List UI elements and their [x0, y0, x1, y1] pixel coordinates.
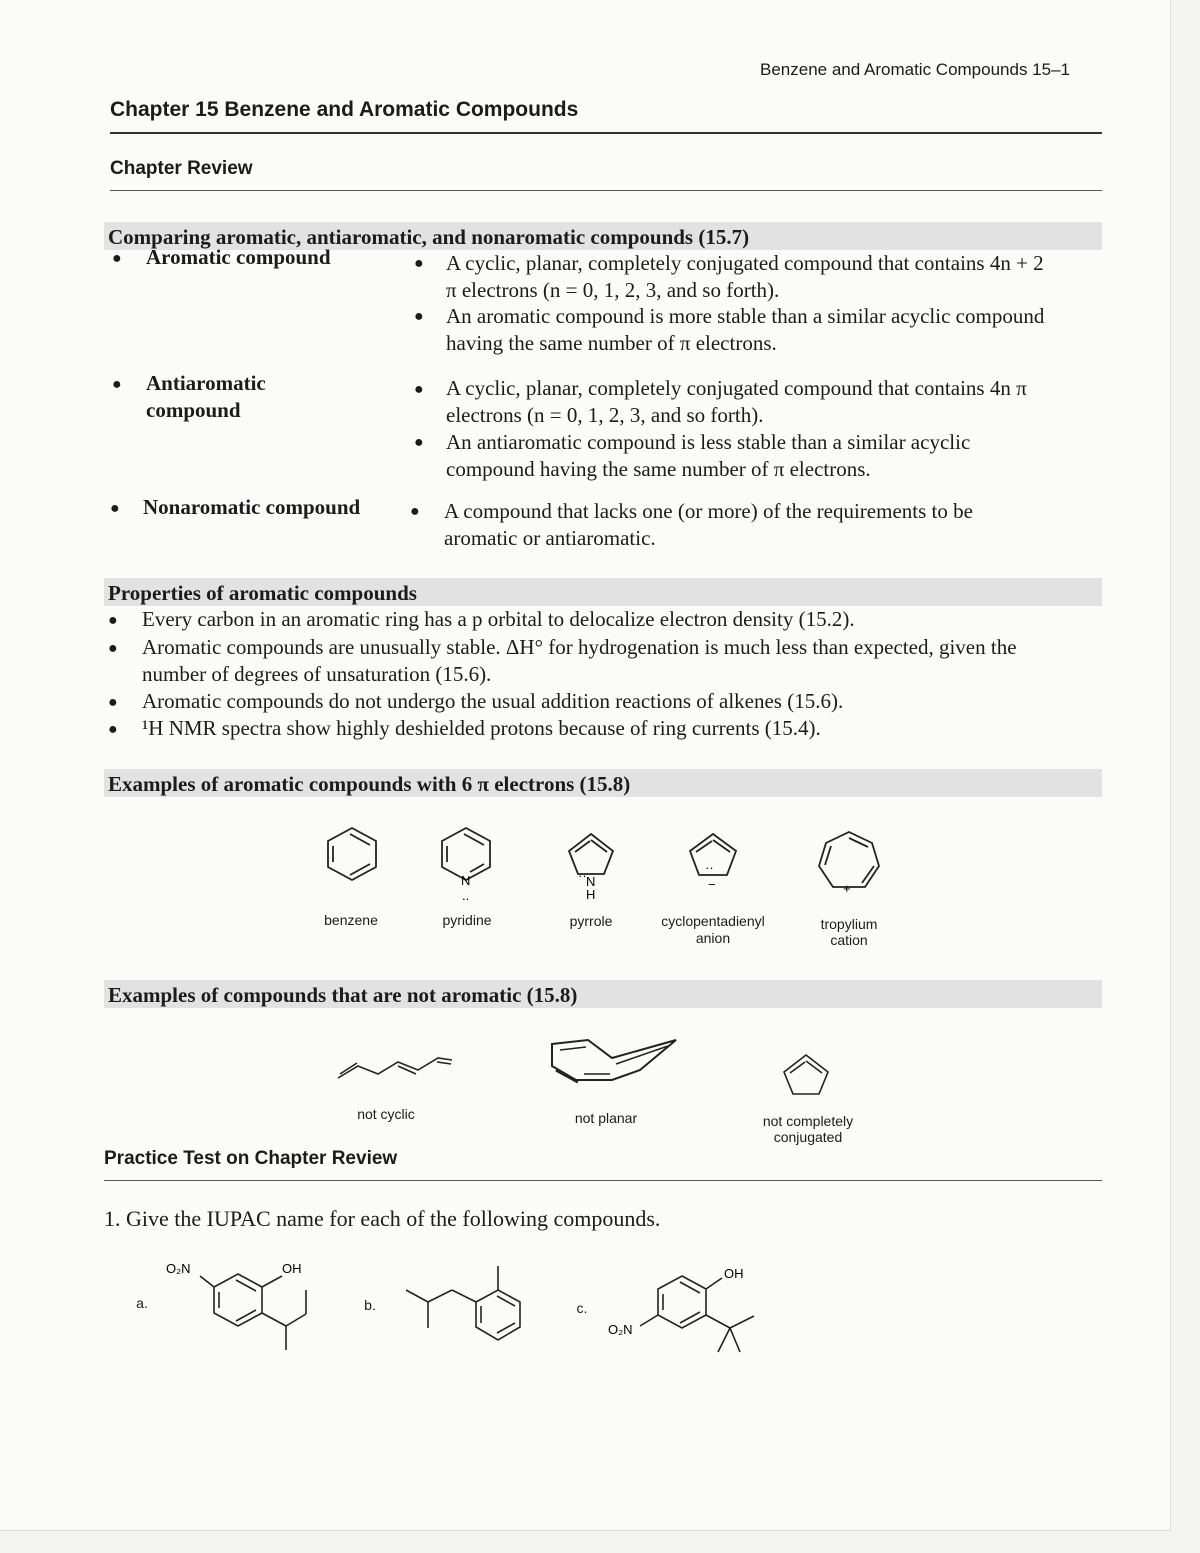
chapter-review-heading: Chapter Review	[110, 158, 253, 179]
conjugated-label: conjugated	[773, 1129, 843, 1145]
pyrrole-n-label: N	[586, 874, 596, 889]
bullet: ●	[112, 250, 122, 267]
pyridine-n-label: N	[461, 873, 471, 888]
antiaromatic-term-1: Antiaromatic	[146, 371, 266, 395]
tropylium-label: tropylium	[820, 916, 878, 932]
compound-a-no2: O₂N	[166, 1261, 191, 1276]
cation-charge: +	[843, 881, 851, 896]
svg-text:··: ··	[578, 868, 587, 883]
cation-label: cation	[830, 932, 868, 948]
compound-a-oh: OH	[282, 1261, 302, 1276]
not-aromatic-heading: Examples of compounds that are not aromatic (15.8)	[104, 980, 1102, 1008]
bullet: ●	[414, 434, 424, 451]
not-completely-label: not completely	[762, 1113, 854, 1129]
compound-b-structure	[406, 1266, 520, 1340]
svg-text:··: ··	[705, 860, 714, 875]
part-b-label: b.	[364, 1297, 376, 1313]
bullet: ●	[110, 500, 120, 517]
part-c-label: c.	[576, 1300, 588, 1316]
property-item: Aromatic compounds do not undergo the usual addition reactions of alkenes (15.6).	[142, 689, 844, 713]
property-item: ¹H NMR spectra show highly deshielded protons because of ring currents (15.4).	[142, 716, 821, 740]
antiaromatic-term-2: compound	[146, 398, 241, 422]
bullet: ●	[414, 381, 424, 398]
antiaromatic-def-1: A cyclic, planar, completely conjugated compound that contains 4n π electrons (n = 0, 1, 2, 3, and so forth).	[446, 376, 1027, 427]
chapter-title: Chapter 15 Benzene and Aromatic Compounds	[110, 98, 579, 121]
antiaromatic-def-2: An antiaromatic compound is less stable than a similar acyclic compound having the same number of π electrons.	[446, 430, 971, 481]
property-item: Aromatic compounds are unusually stable. ΔH° for hydrogenation is much less than expected, given the number of degrees of unsaturation (15.6).	[142, 635, 1017, 686]
bullet: ●	[108, 694, 118, 711]
bullet: ●	[112, 376, 122, 393]
running-head: Benzene and Aromatic Compounds 15–1	[760, 60, 1070, 79]
pyrrole-label: pyrrole	[569, 913, 613, 929]
not-planar-label: not planar	[574, 1110, 638, 1126]
aromatic-examples-heading: Examples of aromatic compounds with 6 π electrons (15.8)	[104, 769, 1102, 797]
pyrrole-h-label: H	[586, 887, 596, 902]
bullet: ●	[410, 503, 420, 520]
bullet: ●	[108, 640, 118, 657]
compound-a-structure	[200, 1274, 306, 1350]
not-cyclic-label: not cyclic	[357, 1106, 415, 1122]
property-item: Every carbon in an aromatic ring has a p orbital to delocalize electron density (15.2).	[142, 607, 855, 631]
pyridine-label: pyridine	[442, 912, 492, 928]
svg-text:..: ..	[462, 888, 470, 903]
anion-label: anion	[695, 930, 731, 946]
aromatic-def-1: A cyclic, planar, completely conjugated compound that contains 4n + 2 π electrons (n = 0, 1, 2, 3, and so forth).	[446, 251, 1044, 302]
anion-charge: −	[708, 877, 716, 892]
compound-c-structure	[640, 1276, 754, 1352]
properties-heading: Properties of aromatic compounds	[104, 578, 1102, 606]
aromatic-term: Aromatic compound	[146, 245, 331, 269]
bullet: ●	[108, 721, 118, 738]
cyclopentadienyl-label: cyclopentadienyl	[661, 913, 765, 929]
practice-test-heading: Practice Test on Chapter Review	[104, 1148, 398, 1169]
question-1: 1. Give the IUPAC name for each of the following compounds.	[104, 1206, 661, 1231]
part-a-label: a.	[136, 1295, 148, 1311]
compound-c-no2: O₂N	[608, 1322, 633, 1337]
benzene-label: benzene	[324, 912, 378, 928]
aromatic-def-2: An aromatic compound is more stable than a similar acyclic compound having the same number of π electrons.	[446, 304, 1045, 355]
compound-c-oh: OH	[724, 1266, 744, 1281]
nonaromatic-def: A compound that lacks one (or more) of the requirements to be aromatic or antiaromatic.	[444, 499, 973, 550]
bullet: ●	[414, 308, 424, 325]
nonaromatic-term: Nonaromatic compound	[143, 495, 361, 519]
comparing-heading: Comparing aromatic, antiaromatic, and nonaromatic compounds (15.7)	[104, 222, 1102, 250]
bullet: ●	[414, 255, 424, 272]
bullet: ●	[108, 612, 118, 629]
